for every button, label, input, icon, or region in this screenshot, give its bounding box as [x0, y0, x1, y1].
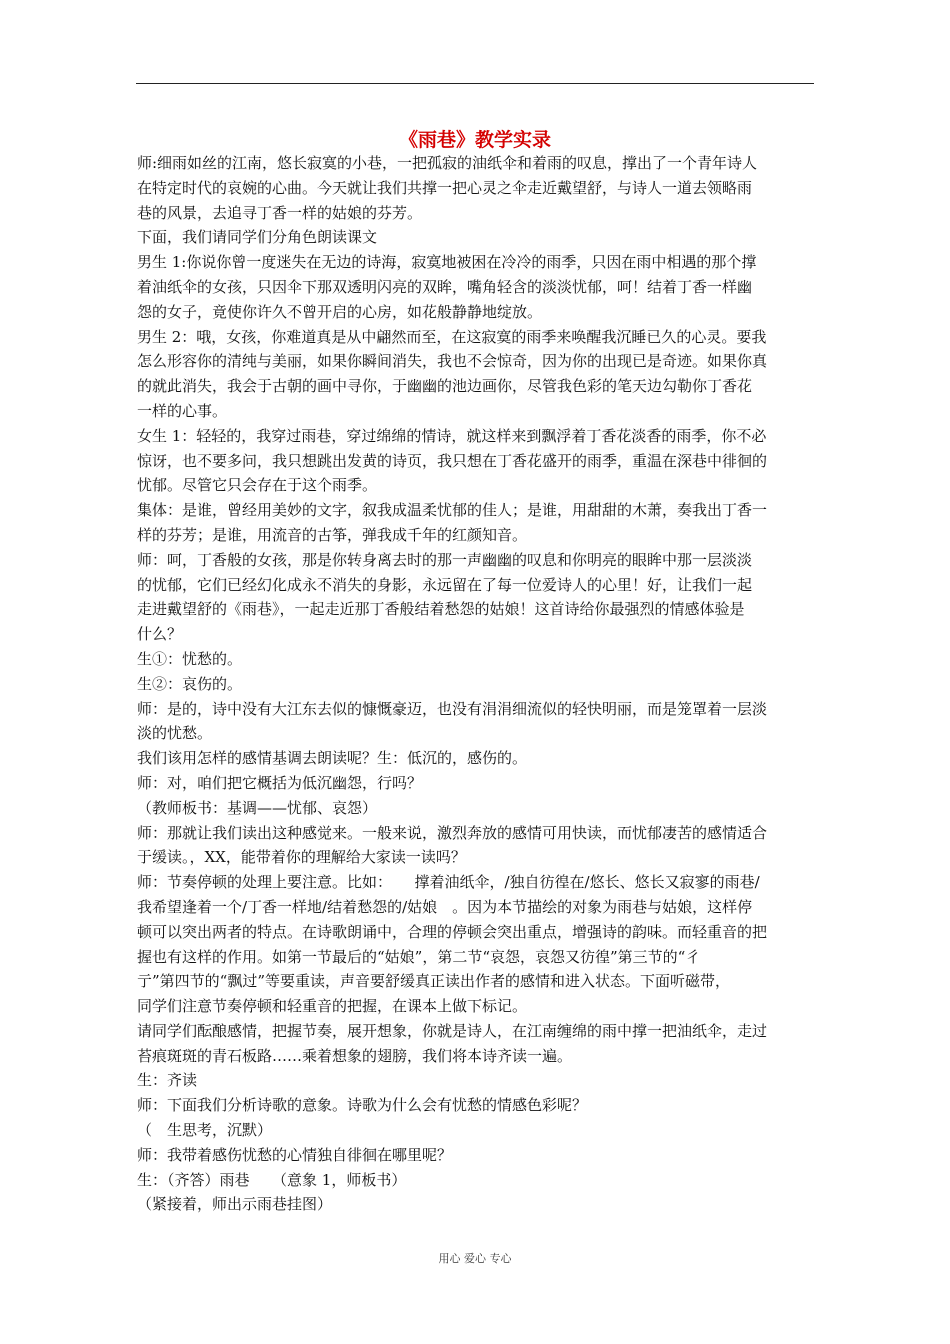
text-line: 师：是的，诗中没有大江东去似的慷慨豪迈，也没有涓涓细流似的轻快明丽，而是笼罩着一层淡 [137, 699, 768, 718]
text-line: 于缓读。，XX，能带着你的理解给大家读一读吗？ [137, 848, 466, 867]
text-line: 在特定时代的哀婉的心曲。今天就让我们共撑一把心灵之伞走近戴望舒，与诗人一道去领略雨 [137, 178, 753, 197]
text-line: 下面，我们请同学们分角色朗读课文 [137, 228, 378, 247]
text-line: 走进戴望舒的《雨巷》，一起走近那丁香般结着愁怨的姑娘！这首诗给你最强烈的情感体验是 [137, 600, 745, 619]
text-line: 着油纸伞的女孩，只因伞下那双透明闪亮的双眸，嘴角轻含的淡淡忧郁，呵！结着丁香一样幽 [137, 277, 753, 296]
text-line: 样的芬芳；是谁，用流音的古筝，弹我成千年的红颜知音。 [137, 525, 528, 544]
page-footer: 用心 爱心 专心 [438, 1252, 512, 1265]
text-line: 生②：哀伤的。 [137, 674, 243, 693]
text-line: 顿可以突出两者的特点。在诗歌朗诵中，合理的停顿会突出重点，增强诗的韵味。而轻重音的把 [137, 922, 768, 941]
text-line: 怨的女子，竟使你许久不曾开启的心房，如花般静静地绽放。 [137, 302, 543, 321]
text-line: 请同学们酝酿感情，把握节奏，展开想象，你就是诗人，在江南缠绵的雨中撑一把油纸伞，走过 [137, 1021, 768, 1040]
text-line: 集体：是谁，曾经用美妙的文字，叙我成温柔忧郁的佳人；是谁，用甜甜的木萧，奏我出丁香一 [137, 501, 768, 520]
text-line: 我们该用怎样的感情基调去朗读呢？生：低沉的，感伤的。 [137, 749, 528, 768]
text-line: 师：对，咱们把它概括为低沉幽怨，行吗？ [137, 773, 423, 792]
text-line: （紧接着，师出示雨巷挂图） [137, 1195, 333, 1214]
text-line: 苔痕斑斑的青石板路……乘着想象的翅膀，我们将本诗齐读一遍。 [137, 1046, 573, 1065]
text-line: 同学们注意节奏停顿和轻重音的把握，在课本上做下标记。 [137, 997, 528, 1016]
text-line: 握也有这样的作用。如第一节最后的“姑娘”，第二节“哀怨，哀怨又彷徨”第三节的“彳 [137, 947, 701, 966]
text-line: 的就此消失，我会于古朝的画中寻你，于幽幽的池边画你，尽管我色彩的笔天边勾勒你丁香花 [137, 377, 753, 396]
text-line: 男生 2：哦，女孩，你难道真是从中翩然而至，在这寂寞的雨季来唤醒我沉睡已久的心灵。要我 [137, 327, 767, 346]
text-line: 师：下面我们分析诗歌的意象。诗歌为什么会有忧愁的情感色彩呢？ [137, 1096, 588, 1115]
text-line: 什么？ [137, 625, 183, 644]
text-line: 一样的心事。 [137, 401, 228, 420]
text-line: 的忧郁，它们已经幻化成永不消失的身影，永远留在了每一位爱诗人的心里！好，让我们一起 [137, 575, 753, 594]
text-line: 师：节奏停顿的处理上要注意。比如： 撑着油纸伞，/独自彷徨在/悠长、悠长又寂寥的雨巷/ [137, 873, 760, 892]
document-title: 《雨巷》教学实录 [398, 129, 551, 151]
text-line: 师：我带着感伤忧愁的心情独自徘徊在哪里呢？ [137, 1145, 453, 1164]
text-line: 女生 1：轻轻的，我穿过雨巷，穿过绵绵的情诗，就这样来到飘浮着丁香花淡香的雨季，你不必 [137, 426, 767, 445]
text-line: 生①：忧愁的。 [137, 649, 243, 668]
text-line: （教师板书：基调——忧郁、哀怨） [137, 798, 378, 817]
text-line: （ 生思考，沉默） [137, 1121, 273, 1140]
text-line: 亍”第四节的“飘过”等要重读，声音要舒缓真正读出作者的感情和进入状态。下面听磁带， [137, 972, 731, 991]
lesson-transcript [137, 151, 817, 1217]
text-line: 怎么形容你的清纯与美丽，如果你瞬间消失，我也不会惊奇，因为你的出现已是奇迹。如果你真 [137, 352, 768, 371]
text-line: 我希望逢着一个/丁香一样地/结着愁怨的/姑娘 。因为本节描绘的对象为雨巷与姑娘，这样停 [137, 897, 753, 916]
text-line: 淡的忧愁。 [137, 724, 213, 743]
text-line: 师：呵，丁香般的女孩，那是你转身离去时的那一声幽幽的叹息和你明亮的眼眸中那一层淡淡 [137, 550, 753, 569]
text-line: 惊讶，也不要多问，我只想跳出发黄的诗页，我只想在丁香花盛开的雨季，重温在深巷中徘徊的 [137, 451, 768, 470]
text-line: 师：那就让我们读出这种感觉来。一般来说，激烈奔放的感情可用快读，而忧郁凄苦的感情适合 [137, 823, 768, 842]
header-rule [136, 83, 814, 84]
text-line: 生：（齐答）雨巷 （意象 1，师板书） [137, 1170, 407, 1189]
text-line: 男生 1:你说你曾一度迷失在无边的诗海，寂寞地被困在冷冷的雨季，只因在雨中相遇的那个撑 [137, 253, 757, 272]
text-line: 生：齐读 [137, 1071, 198, 1090]
text-line: 忧郁。尽管它只会存在于这个雨季。 [137, 476, 378, 495]
text-line: 师:细雨如丝的江南，悠长寂寞的小巷，一把孤寂的油纸伞和着雨的叹息，撑出了一个青年诗人 [137, 154, 758, 172]
text-line: 巷的风景，去追寻丁香一样的姑娘的芬芳。 [137, 203, 423, 222]
